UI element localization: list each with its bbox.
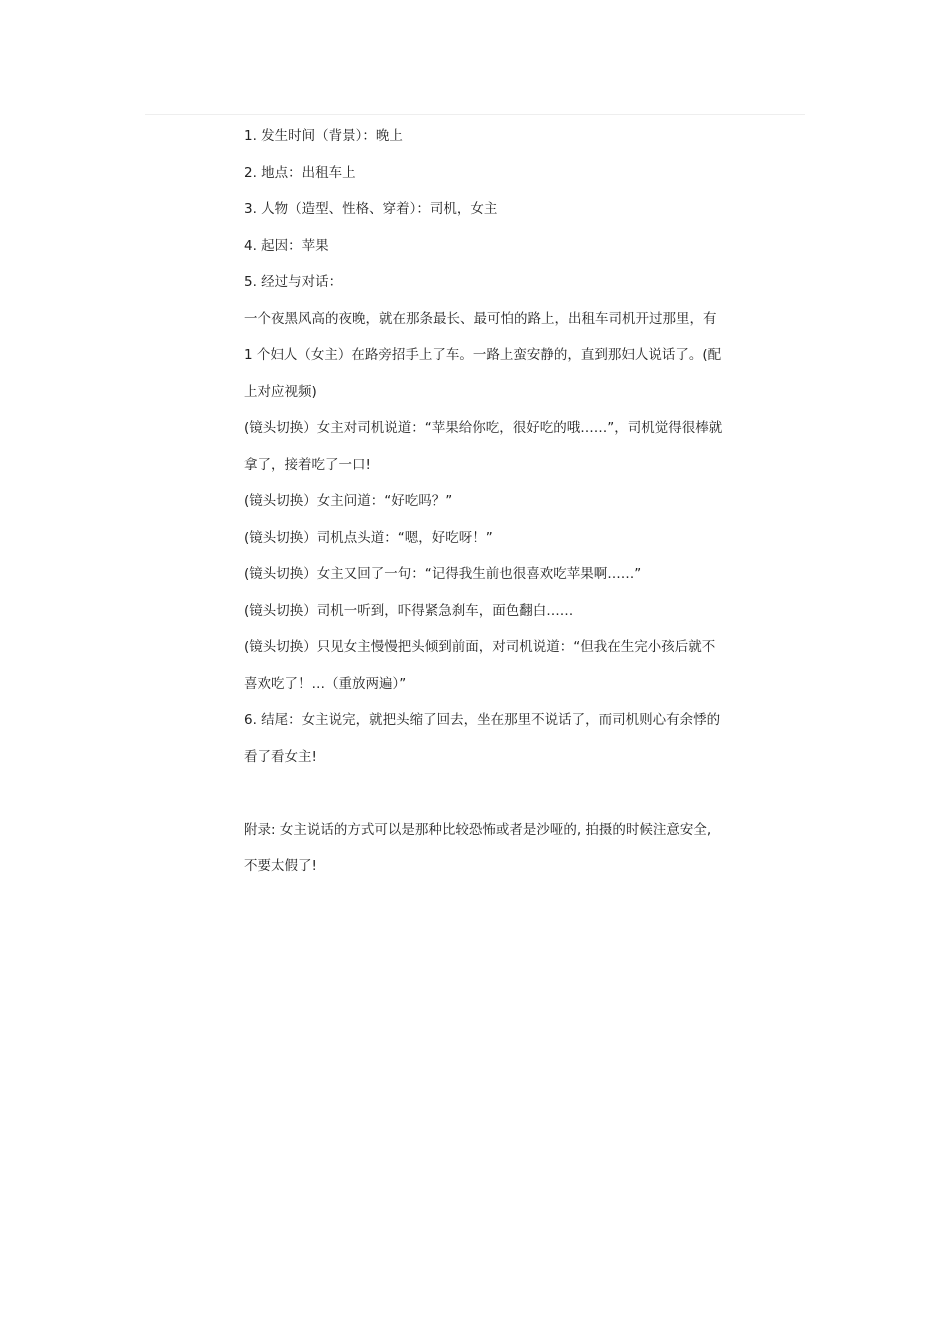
dialogue-line: (镜头切换）司机点头道：“嗯，好吃呀！” [244,529,493,546]
dialogue-line: 拿了，接着吃了一口! [244,456,371,473]
dialogue-line: (镜头切换）女主又回了一句：“记得我生前也很喜欢吃苹果啊……” [244,566,642,582]
dialogue-line: (镜头切换）司机一听到，吓得紧急刹车，面色翻白…… [244,602,574,619]
item-time: 1. 发生时间（背景）：晚上 [244,128,403,144]
dialogue-line: (镜头切换）只见女主慢慢把头倾到前面，对司机说道：“但我在生完小孩后就不 [244,639,716,655]
blank-spacer [244,775,736,812]
paragraph-line: 1 个妇人（女主）在路旁招手上了车。一路上蛮安静的，直到那妇人说话了。(配 [244,347,722,363]
header-divider [145,114,805,115]
item-ending: 6. 结尾：女主说完，就把头缩了回去，坐在那里不说话了，而司机则心有余悸的 [244,712,721,728]
item-location: 2. 地点：出租车上 [244,164,356,181]
item-process-heading: 5. 经过与对话： [244,274,343,290]
document-body [244,118,736,885]
dialogue-line: (镜头切换）女主问道：“好吃吗？” [244,493,453,509]
paragraph-line: 上对应视频) [244,383,317,400]
dialogue-line: 喜欢吃了！…（重放两遍）” [244,675,407,692]
item-ending: 看了看女主! [244,748,317,765]
item-cause: 4. 起因：苹果 [244,237,329,254]
item-characters: 3. 人物（造型、性格、穿着）：司机，女主 [244,201,498,217]
appendix-line: 附录: 女主说话的方式可以是那种比较恐怖或者是沙哑的, 拍摄的时候注意安全, [244,821,712,838]
appendix-line: 不要太假了! [244,858,317,874]
paragraph-line: 一个夜黑风高的夜晚，就在那条最长、最可怕的路上，出租车司机开过那里，有 [244,310,717,327]
dialogue-line: (镜头切换）女主对司机说道：“苹果给你吃，很好吃的哦……”，司机觉得很棒就 [244,420,723,436]
